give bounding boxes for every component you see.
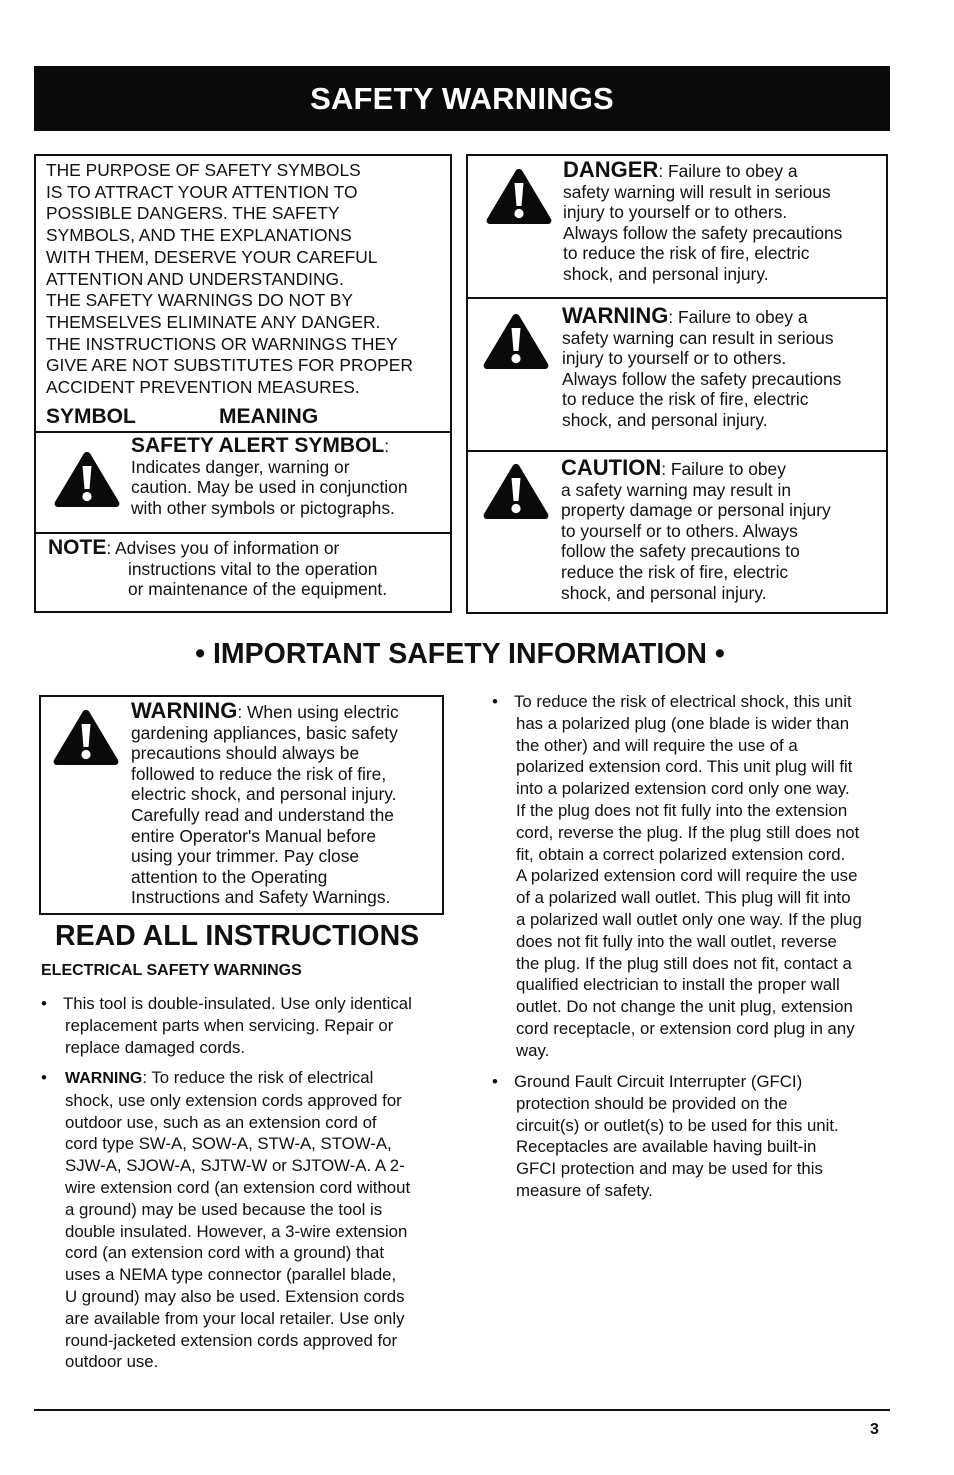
bullet-line: wire extension cord (an extension cord without xyxy=(65,1177,411,1197)
warning-line: to reduce the risk of fire, electric xyxy=(562,389,809,410)
page-number: 3 xyxy=(870,1421,879,1438)
caution-line: property damage or personal injury xyxy=(561,500,831,521)
bullet-line: measure of safety. xyxy=(516,1180,653,1200)
warning-box-text xyxy=(131,698,439,908)
purpose-line: GIVE ARE NOT SUBSTITUTES FOR PROPER xyxy=(46,355,413,376)
bullet-line: If the plug does not fit fully into the extension xyxy=(516,800,848,820)
bullet-line: Receptacles are available having built-in xyxy=(516,1137,817,1157)
caution-alert-icon xyxy=(481,461,551,521)
bullet-line: into a polarized extension cord only one way. xyxy=(516,779,850,799)
bullet-line: round-jacketed extension cords approved for xyxy=(65,1330,398,1350)
divider xyxy=(34,532,452,534)
bullet-line: GFCI protection and may be used for this xyxy=(516,1159,823,1179)
danger-title: DANGER xyxy=(563,157,659,182)
divider xyxy=(466,297,888,299)
divider xyxy=(466,450,888,452)
bullet-line: replace damaged cords. xyxy=(65,1037,246,1057)
danger-line: shock, and personal injury. xyxy=(563,263,769,284)
warning-title: WARNING xyxy=(562,303,669,328)
warning-line: shock, and personal injury. xyxy=(562,409,768,430)
purpose-line: POSSIBLE DANGERS. THE SAFETY xyxy=(46,203,340,224)
danger-line: Always follow the safety precautions xyxy=(563,222,843,243)
bullet-marker: • xyxy=(492,1072,498,1091)
bullet-line: protection should be provided on the xyxy=(516,1093,788,1113)
bullet-line: outdoor use, such as an extension cord of xyxy=(65,1112,377,1132)
bullet-item xyxy=(41,1067,445,1373)
caution-line: a safety warning may result in xyxy=(561,479,792,500)
symbol-column-header: SYMBOL xyxy=(46,405,136,428)
bullet-marker: • xyxy=(41,1068,47,1087)
bullet-line: outdoor use. xyxy=(65,1352,159,1372)
colon: : xyxy=(384,436,390,456)
page-title-banner xyxy=(34,66,890,131)
danger-line: to reduce the risk of fire, electric xyxy=(563,243,810,264)
caution-title: CAUTION xyxy=(561,455,662,480)
bullet-line: shock, use only extension cords approved for xyxy=(65,1090,402,1110)
bullet-line: double insulated. However, a 3-wire extension xyxy=(65,1221,408,1241)
warning-box-line: Instructions and Safety Warnings. xyxy=(131,887,391,908)
bullet-line: Ground Fault Circuit Interrupter (GFCI) xyxy=(514,1072,803,1091)
purpose-line: IS TO ATTRACT YOUR ATTENTION TO xyxy=(46,181,358,202)
warning-box-line: Carefully read and understand the xyxy=(131,804,394,825)
meaning-column-header: MEANING xyxy=(219,405,319,428)
bullet-line: a polarized wall outlet only one way. If the plug xyxy=(516,909,862,929)
bullet-line: are available from your local retailer. Use only xyxy=(65,1308,405,1328)
bullet-line: U ground) may also be used. Extension cords xyxy=(65,1286,405,1306)
note-line: Advises you of information or xyxy=(111,538,340,558)
bullet-line: qualified electrician to install the proper wall xyxy=(516,975,840,995)
bullet-line: does not fit fully into the wall outlet, reverse xyxy=(516,931,837,951)
danger-line: : Failure to obey a xyxy=(658,161,798,181)
purpose-text xyxy=(46,160,446,399)
safety-alert-triangle-icon xyxy=(52,449,122,509)
purpose-line: THE SAFETY WARNINGS DO NOT BY xyxy=(46,290,353,311)
danger-line: safety warning will result in serious xyxy=(563,181,831,202)
bullet-line: of a polarized wall outlet. This plug will fit into xyxy=(516,888,851,908)
purpose-line: SYMBOLS, AND THE EXPLANATIONS xyxy=(46,225,352,246)
warning-box-line: entire Operator's Manual before xyxy=(131,825,376,846)
divider xyxy=(34,431,452,433)
warning-box-line: : When using electric xyxy=(237,702,399,722)
bullet-line: polarized extension cord. This unit plug will fit xyxy=(516,757,853,777)
warning-box-title: WARNING xyxy=(131,698,238,723)
caution-line: follow the safety precautions to xyxy=(561,541,800,562)
bullet-item xyxy=(41,993,445,1058)
bullet-line: has a polarized plug (one blade is wider than xyxy=(516,713,850,733)
bullet-line: outlet. Do not change the unit plug, extension xyxy=(516,997,853,1017)
caution-line: : Failure to obey xyxy=(661,459,786,479)
purpose-line: THEMSELVES ELIMINATE ANY DANGER. xyxy=(46,311,381,332)
bullet-line: way. xyxy=(516,1040,550,1060)
bullet-line: cord (an extension cord with a ground) that xyxy=(65,1243,385,1263)
warning-line: safety warning can result in serious xyxy=(562,327,834,348)
bullet-line: uses a NEMA type connector (parallel blade, xyxy=(65,1265,397,1285)
purpose-line: THE INSTRUCTIONS OR WARNINGS THEY xyxy=(46,333,398,354)
bullet-line: cord receptacle, or extension cord plug in any xyxy=(516,1018,855,1038)
warning-line: Always follow the safety precautions xyxy=(562,368,842,389)
bullet-item xyxy=(492,691,906,1062)
note-line: or maintenance of the equipment. xyxy=(128,579,388,600)
note-title: NOTE xyxy=(48,536,107,559)
warning-box-line: using your trimmer. Pay close xyxy=(131,846,360,867)
bullet-marker: • xyxy=(41,994,47,1013)
bullet-line: cord, reverse the plug. If the plug still does not xyxy=(516,822,860,842)
bullet-line: circuit(s) or outlet(s) to be used for this unit. xyxy=(516,1115,839,1135)
caution-line: shock, and personal injury. xyxy=(561,582,767,603)
caution-line: to yourself or to others. Always xyxy=(561,520,798,541)
bullet-item xyxy=(492,1071,906,1202)
colon: : xyxy=(106,538,112,558)
read-all-instructions-heading: READ ALL INSTRUCTIONS xyxy=(55,920,420,952)
purpose-line: ATTENTION AND UNDERSTANDING. xyxy=(46,268,344,289)
alert-line: with other symbols or pictographs. xyxy=(131,497,395,518)
safety-symbols-purpose-box xyxy=(34,154,452,613)
danger-line: injury to yourself or to others. xyxy=(563,202,788,223)
warning-description xyxy=(562,303,884,431)
bullet-line: the plug. If the plug still does not fit, contact a xyxy=(516,953,852,973)
electrical-safety-warnings-heading: ELECTRICAL SAFETY WARNINGS xyxy=(41,962,302,979)
caution-line: reduce the risk of fire, electric xyxy=(561,561,789,582)
important-safety-information-heading: • IMPORTANT SAFETY INFORMATION • xyxy=(195,638,725,670)
alert-line: Indicates danger, warning or xyxy=(131,456,350,477)
warning-box-line: electric shock, and personal injury. xyxy=(131,784,397,805)
safety-alert-symbol-title: SAFETY ALERT SYMBOL xyxy=(131,434,385,457)
caution-description xyxy=(561,455,883,603)
warning-box-line: precautions should always be xyxy=(131,743,360,764)
purpose-line: THE PURPOSE OF SAFETY SYMBOLS xyxy=(46,160,361,180)
danger-alert-icon xyxy=(484,166,554,226)
warning-box-line: gardening appliances, basic safety xyxy=(131,722,398,743)
warning-alert-icon xyxy=(51,707,121,767)
bullet-line: the other) and will require the use of a xyxy=(516,735,798,755)
warning-box xyxy=(39,695,444,915)
warning-line: injury to yourself or to others. xyxy=(562,348,787,369)
bullet-line: replacement parts when servicing. Repair or xyxy=(65,1015,394,1035)
purpose-line: WITH THEM, DESERVE YOUR CAREFUL xyxy=(46,246,378,267)
bullet-line: a ground) may be used because the tool is xyxy=(65,1199,383,1219)
note-description xyxy=(48,538,446,600)
warning-box-line: followed to reduce the risk of fire, xyxy=(131,763,387,784)
bullet-line: A polarized extension cord will require the use xyxy=(516,866,858,886)
warning-line: : Failure to obey a xyxy=(668,307,808,327)
bullet-line: SJW-A, SJOW-A, SJTW-W or SJTOW-A. A 2- xyxy=(65,1156,405,1176)
bullet-line: fit, obtain a correct polarized extension cord. xyxy=(516,844,846,864)
bullet-line: To reduce the risk of electrical shock, this unit xyxy=(514,692,852,711)
footer-rule xyxy=(34,1409,890,1411)
bullet-line: : To reduce the risk of electrical xyxy=(142,1068,374,1087)
note-line: instructions vital to the operation xyxy=(128,558,378,579)
page-title: SAFETY WARNINGS xyxy=(310,80,614,116)
warning-box-line: attention to the Operating xyxy=(131,866,328,887)
safety-alert-symbol-description xyxy=(131,436,451,518)
bullet-line: cord type SW-A, SOW-A, STW-A, STOW-A, xyxy=(65,1134,392,1154)
purpose-line: ACCIDENT PREVENTION MEASURES. xyxy=(46,377,360,398)
signal-words-box xyxy=(466,154,888,614)
warning-alert-icon xyxy=(481,311,551,371)
alert-line: caution. May be used in conjunction xyxy=(131,477,408,498)
bullet-line: This tool is double-insulated. Use only identical xyxy=(63,994,412,1013)
bullet-marker: • xyxy=(492,692,498,711)
danger-description xyxy=(563,157,885,285)
bullet-bold-label: WARNING xyxy=(65,1070,143,1087)
